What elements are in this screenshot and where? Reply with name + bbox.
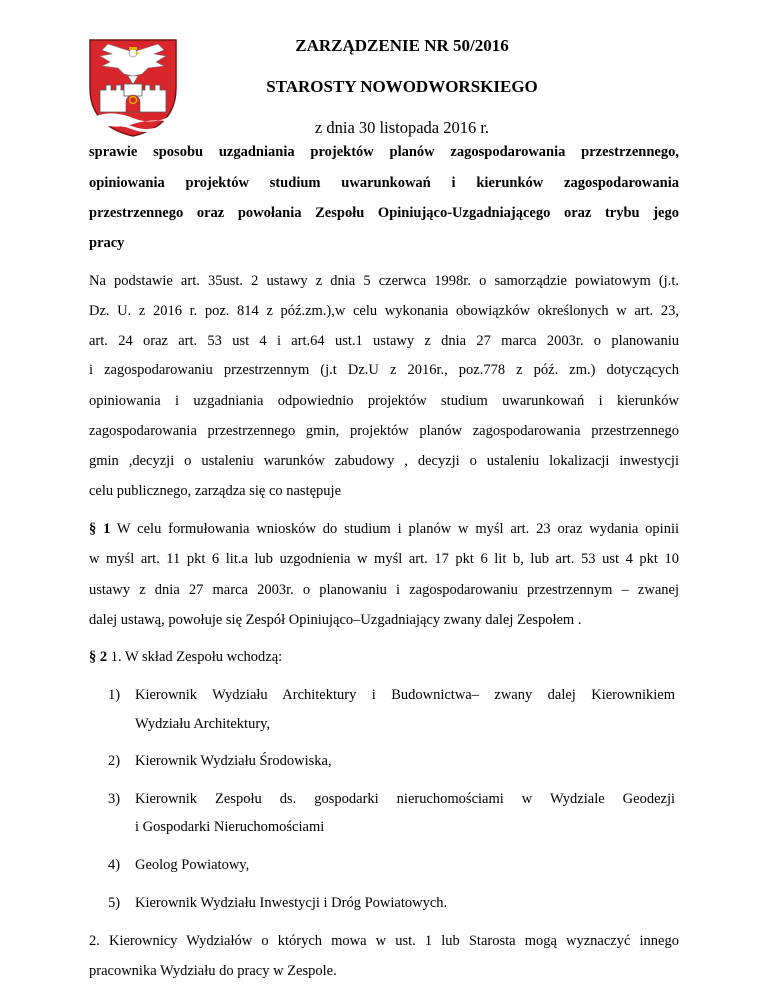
subject-line: pracy [89, 235, 125, 252]
section-2-point-2: 2. Kierownicy Wydziałów o których mowa w ust. 1 lub Starosta mogą wyznaczyć innego [89, 932, 679, 949]
preamble-line: opiniowania i uzgadniania odpowiednio projektów studium uwarunkowań i kierunków [89, 392, 679, 409]
subject-line: sprawie sposobu uzgadniania projektów planów zagospodarowania przestrzennego, [89, 144, 679, 161]
list-item-number: 2) [108, 753, 121, 770]
preamble-line: celu publicznego, zarządza się co następuje [89, 483, 342, 500]
section-2-point-2: pracownika Wydziału do pracy w Zespole. [89, 962, 337, 979]
document-title: ZARZĄDZENIE NR 50/2016 [295, 36, 509, 55]
list-item: Kierownik Zespołu ds. gospodarki nieruchomościami w Wydziale Geodezji [135, 791, 675, 808]
list-item: Geolog Powiatowy, [135, 857, 250, 874]
section-2-intro: § 2 1. W skład Zespołu wchodzą: [89, 649, 283, 666]
subject-line: przestrzennego oraz powołania Zespołu Opiniująco-Uzgadniającego oraz trybu jego [89, 204, 679, 221]
subject-line: opiniowania projektów studium uwarunkowań i kierunków zagospodarowania [89, 174, 679, 191]
section-1-line: dalej ustawą, powołuje się Zespół Opiniująco–Uzgadniający zwany dalej Zespołem . [89, 611, 582, 628]
list-item: i Gospodarki Nieruchomościami [135, 819, 325, 836]
list-item: Wydziału Architektury, [135, 715, 271, 732]
document-date: z dnia 30 listopada 2016 r. [314, 118, 490, 137]
preamble-line: zagospodarowania przestrzennego gmin, projektów planów zagospodarowania przestrzennego [89, 422, 679, 439]
section-1-line: w myśl art. 11 pkt 6 lit.a lub uzgodnienia w myśl art. 17 pkt 6 lit b, lub art. 53 ust 4 pkt 10 [89, 551, 679, 568]
preamble-line: Na podstawie art. 35ust. 2 ustawy z dnia 5 czerwca 1998r. o samorządzie powiatowym (j.t. [89, 272, 679, 289]
section-1-line: § 1 W celu formułowania wniosków do studium i planów w myśl art. 23 oraz wydania opinii [89, 521, 680, 538]
section-1-line: ustawy z dnia 27 marca 2003r. o planowaniu i zagospodarowaniu przestrzennym – zwanej [89, 581, 679, 598]
section-1-mark: § 1 [89, 521, 111, 538]
list-item-number: 5) [108, 894, 121, 911]
list-item: Kierownik Wydziału Inwestycji i Dróg Powiatowych. [135, 894, 448, 911]
list-item: Kierownik Wydziału Architektury i Budownictwa– zwany dalej Kierownikiem [135, 687, 675, 704]
list-item: Kierownik Wydziału Środowiska, [135, 753, 332, 770]
list-item-number: 4) [108, 857, 121, 874]
preamble-line: art. 24 oraz art. 53 ust 4 i art.64 ust.1 ustawy z dnia 27 marca 2003r. o planowaniu [89, 333, 679, 350]
list-item-number: 1) [108, 687, 121, 704]
list-item-number: 3) [108, 791, 121, 808]
preamble-line: i zagospodarowaniu przestrzennym (j.t Dz.U z 2016r., poz.778 z póź. zm.) dotyczących [89, 362, 679, 379]
preamble-line: Dz. U. z 2016 r. poz. 814 z póź.zm.),w celu wykonania obowiązków określonych w art. 23, [89, 303, 679, 320]
section-2-mark: § 2 [89, 649, 108, 666]
document-issuer: STAROSTY NOWODWORSKIEGO [266, 77, 538, 96]
preamble-line: gmin ,decyzji o ustaleniu warunków zabudowy , decyzji o ustaleniu lokalizacji inwestycji [89, 453, 679, 470]
